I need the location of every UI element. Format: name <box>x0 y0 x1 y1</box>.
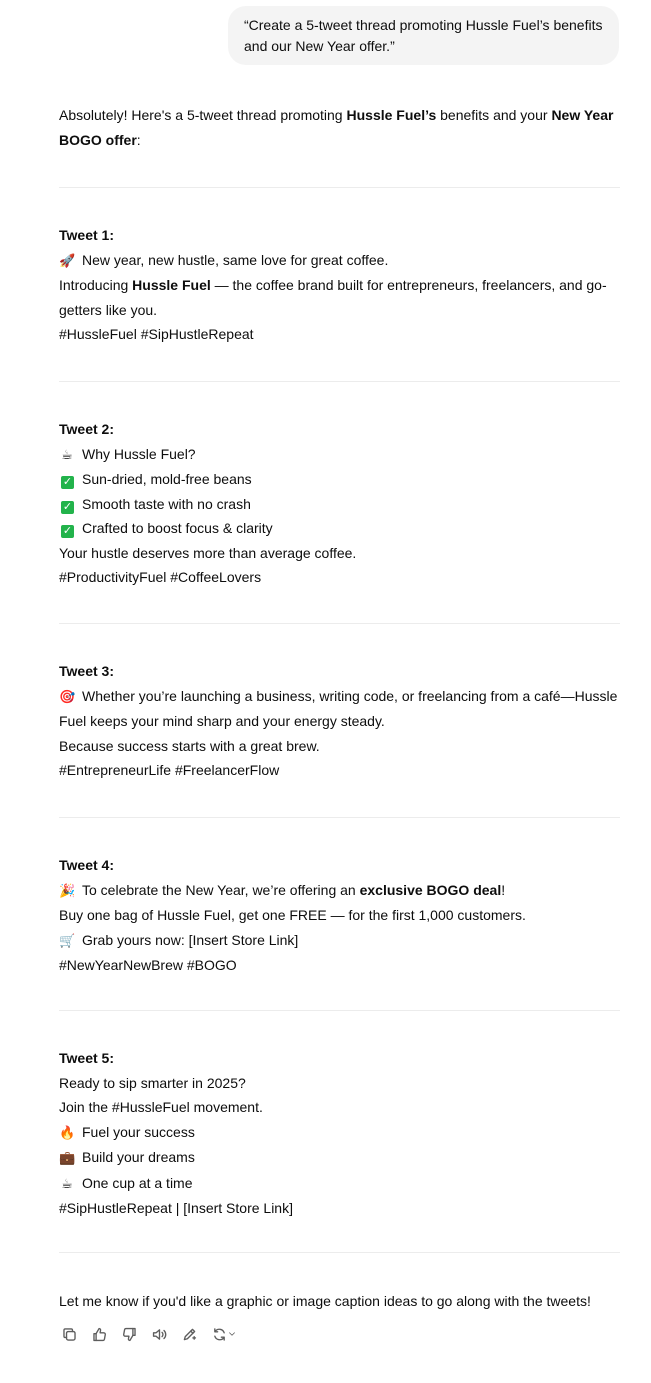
tweet-4-heading: Tweet 4: <box>59 857 114 873</box>
tweet-2-bullet <box>59 467 620 492</box>
tweet-5-line-3 <box>59 1120 620 1146</box>
tweet-4-line-1-a: To celebrate the New Year, we’re offering an <box>82 881 360 898</box>
divider <box>59 381 620 382</box>
tweet-3-heading: Tweet 3: <box>59 663 114 679</box>
briefcase-icon: 💼 <box>59 1150 76 1165</box>
check-mark-icon: ✓ <box>62 525 73 537</box>
refresh-icon <box>211 1326 228 1343</box>
tweet-2-section <box>59 417 620 590</box>
tweet-5-line-4-text: Build your dreams <box>82 1149 195 1165</box>
divider <box>59 1252 620 1253</box>
tweet-3-section <box>59 659 620 783</box>
tweet-2-hashtags: #ProductivityFuel #CoffeeLovers <box>59 569 262 585</box>
speaker-icon <box>151 1326 168 1343</box>
read-aloud-button[interactable] <box>149 1324 169 1344</box>
intro-colon: : <box>136 131 141 148</box>
tweet-2-heading: Tweet 2: <box>59 421 114 437</box>
tweet-3-line-2: Because success starts with a great brew. <box>59 737 320 754</box>
tweet-4-line-3-text: Grab yours now: [Insert Store Link] <box>82 931 299 948</box>
tweet-5-hashtags: #SipHustleRepeat | [Insert Store Link] <box>59 1200 293 1216</box>
tweet-1-line-2 <box>59 273 620 322</box>
intro-offer: New Year BOGO offer <box>59 107 614 148</box>
tweet-2-line-1 <box>59 442 620 468</box>
tweet-4-deal: exclusive BOGO deal <box>359 881 502 898</box>
tweet-5-line-2: Join the #HussleFuel movement. <box>59 1099 263 1115</box>
divider <box>59 817 620 818</box>
coffee-icon: ☕ <box>61 1175 73 1191</box>
fire-icon: 🔥 <box>59 1124 76 1140</box>
copy-icon <box>61 1326 78 1343</box>
tweet-2-line-1-text: Why Hussle Fuel? <box>82 445 196 462</box>
tweet-2-bullet <box>59 516 620 541</box>
check-mark-icon: ✓ <box>62 500 73 513</box>
tweet-2-bullet <box>59 492 620 517</box>
tweet-3-line-1-text: Whether you’re launching a business, writing code, or freelancing from a café—Hussle Fuel keeps your mind sharp and your energy steady. <box>59 687 618 729</box>
divider <box>59 1010 620 1011</box>
tweet-5-line-1: Ready to sip smarter in 2025? <box>59 1074 246 1091</box>
intro-text-2: benefits and your <box>436 107 552 123</box>
tweet-4-line-2: Buy one bag of Hussle Fuel, get one FREE — for the first 1,000 customers. <box>59 907 526 923</box>
coffee-icon: ☕ <box>61 446 73 462</box>
copy-button[interactable] <box>59 1324 79 1344</box>
tweet-5-section <box>59 1046 620 1221</box>
intro-text: Absolutely! Here's a 5-tweet thread promoting <box>59 107 347 123</box>
tweet-5-line-5 <box>59 1171 620 1197</box>
tweet-5-heading: Tweet 5: <box>59 1050 114 1066</box>
tweet-1-section <box>59 223 620 347</box>
tweet-4-line-3 <box>59 928 620 954</box>
target-icon: 🎯 <box>59 688 76 704</box>
intro-brand: Hussle Fuel’s <box>346 107 437 123</box>
tweet-1-heading: Tweet 1: <box>59 227 114 243</box>
tweet-4-hashtags: #NewYearNewBrew #BOGO <box>59 957 237 973</box>
tweet-3-hashtags: #EntrepreneurLife #FreelancerFlow <box>59 762 280 778</box>
tweet-2-bullet-text: Sun-dried, mold-free beans <box>82 471 252 487</box>
pencil-sparkle-icon <box>181 1326 198 1343</box>
tweet-5-line-3-text: Fuel your success <box>82 1123 195 1140</box>
thumbs-down-icon <box>121 1326 138 1343</box>
tweet-5-line-5-text: One cup at a time <box>82 1174 193 1191</box>
tweet-1-hashtags: #HussleFuel #SipHustleRepeat <box>59 326 254 342</box>
thumbs-up-button[interactable] <box>89 1324 109 1344</box>
rocket-icon: 🚀 <box>59 252 76 268</box>
tweet-4-line-1 <box>59 878 620 904</box>
chevron-down-icon <box>227 1329 237 1339</box>
tweet-5-line-4 <box>59 1145 620 1171</box>
tweet-4-section <box>59 853 620 978</box>
party-popper-icon: 🎉 <box>59 882 76 898</box>
tweet-1-line-1 <box>59 248 620 274</box>
tweet-1-line-2-a: Introducing <box>59 277 133 293</box>
tweet-4-line-1-c: ! <box>501 881 506 898</box>
tweet-3-line-1 <box>59 684 620 734</box>
thumbs-up-icon <box>91 1326 108 1343</box>
regenerate-button[interactable] <box>209 1324 239 1344</box>
tweet-1-line-2-c: — the coffee brand built for entrepreneurs, freelancers, and go-getters like you. <box>59 277 607 318</box>
shopping-cart-icon: 🛒 <box>59 932 76 948</box>
divider <box>59 623 620 624</box>
response-intro <box>59 103 620 152</box>
user-message-bubble <box>228 6 619 65</box>
check-mark-icon: ✓ <box>62 476 73 488</box>
tweet-2-bullet-text: Smooth taste with no crash <box>82 495 251 512</box>
divider <box>59 187 620 188</box>
thumbs-down-button[interactable] <box>119 1324 139 1344</box>
tweet-1-brand: Hussle Fuel <box>132 277 211 293</box>
response-outro: Let me know if you'd like a graphic or image caption ideas to go along with the tweets! <box>59 1293 591 1309</box>
message-action-bar <box>59 1324 239 1344</box>
edit-in-canvas-button[interactable] <box>179 1324 199 1344</box>
tweet-2-line-5: Your hustle deserves more than average coffee. <box>59 544 357 561</box>
user-message-text: “Create a 5-tweet thread promoting Hussle Fuel’s benefits and our New Year offer.” <box>244 17 603 54</box>
tweet-1-line-1-text: New year, new hustle, same love for great coffee. <box>82 251 389 268</box>
tweet-2-bullet-text: Crafted to boost focus & clarity <box>82 520 273 536</box>
